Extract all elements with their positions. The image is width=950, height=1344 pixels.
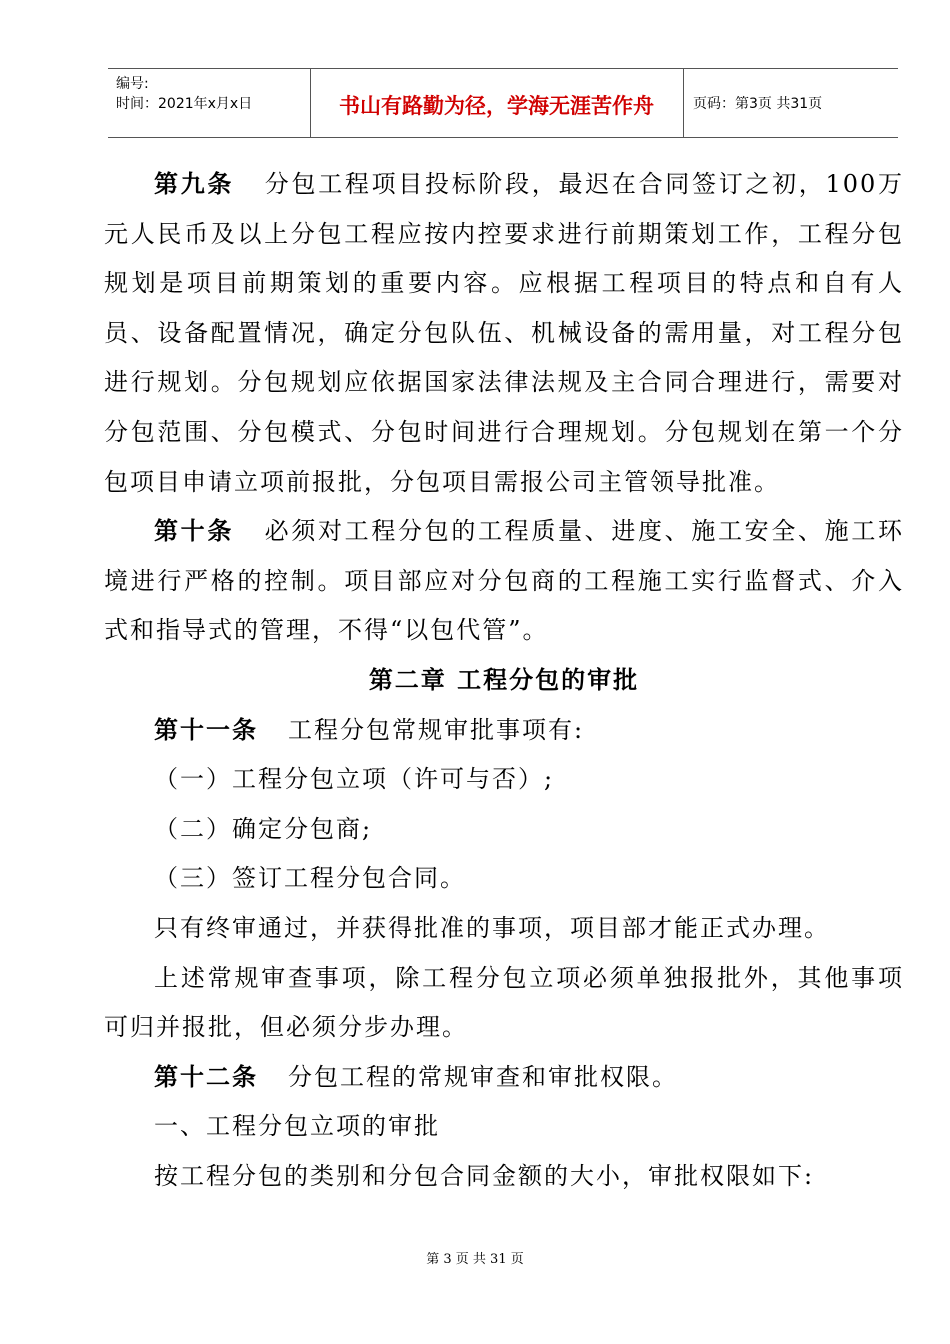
list-item: （三）签订工程分包合同。 (154, 864, 466, 893)
header-page-cell (683, 69, 898, 137)
article-9 (104, 160, 904, 507)
header-info-cell (108, 69, 311, 137)
article-12-title: 第十二条 (154, 1062, 258, 1091)
header-motto-cell (310, 69, 684, 137)
header-page-counter: 页码：第3页 共31页 (693, 96, 823, 112)
article-11 (104, 706, 904, 756)
article-10 (104, 507, 904, 656)
document-header (108, 68, 898, 138)
merge-note: 上述常规审查事项，除工程分包立项必须单独报批外，其他事项可归并报批，但必须分步办理。 (104, 963, 904, 1042)
article-10-text: 必须对工程分包的工程质量、进度、施工安全、施工环境进行严格的控制。项目部应对分包商的工程施工实行监督式、介入式和指导式的管理，不得“以包代管”。 (104, 517, 904, 645)
article-12-text: 分包工程的常规审查和审批权限。 (288, 1062, 678, 1091)
article-9-title: 第九条 (154, 170, 235, 198)
approval-note: 只有终审通过，并获得批准的事项，项目部才能正式办理。 (154, 913, 830, 942)
list-item: （二）确定分包商; (154, 814, 373, 843)
document-number-label: 编号: (116, 76, 149, 92)
page-footer: 第 3 页 共 31 页 (426, 1252, 524, 1267)
article-11-text: 工程分包常规审批事项有: (288, 715, 585, 744)
section-heading: 一、工程分包立项的审批 (154, 1112, 440, 1141)
article-12 (104, 1053, 904, 1103)
limits-intro: 按工程分包的类别和分包合同金额的大小，审批权限如下: (154, 1161, 815, 1190)
document-body (104, 160, 904, 1201)
document-time-label: 时间：2021年x月x日 (116, 96, 253, 112)
header-motto: 书山有路勤为径，学海无涯苦作舟 (339, 94, 654, 118)
list-item: （一）工程分包立项（许可与否）; (154, 765, 555, 794)
article-11-title: 第十一条 (154, 715, 258, 744)
chapter-heading: 第二章 工程分包的审批 (368, 665, 640, 694)
article-10-title: 第十条 (154, 517, 234, 546)
article-9-text: 分包工程项目投标阶段，最迟在合同签订之初，100万元人民币及以上分包工程应按内控要求进行前期策划工作，工程分包规划是项目前期策划的重要内容。应根据工程项目的特点和自有人员、设备配置情况，确定分包队伍、机械设备的需用量，对工程分包进行规划。分包规划应依据国家法律法规及主合同合理进行，需要对分包范围、分包模式、分包时间进行合理规划。分包规划在第一个分包项目申请立项前报批，分包项目需报公司主管领导批准。 (104, 170, 905, 496)
